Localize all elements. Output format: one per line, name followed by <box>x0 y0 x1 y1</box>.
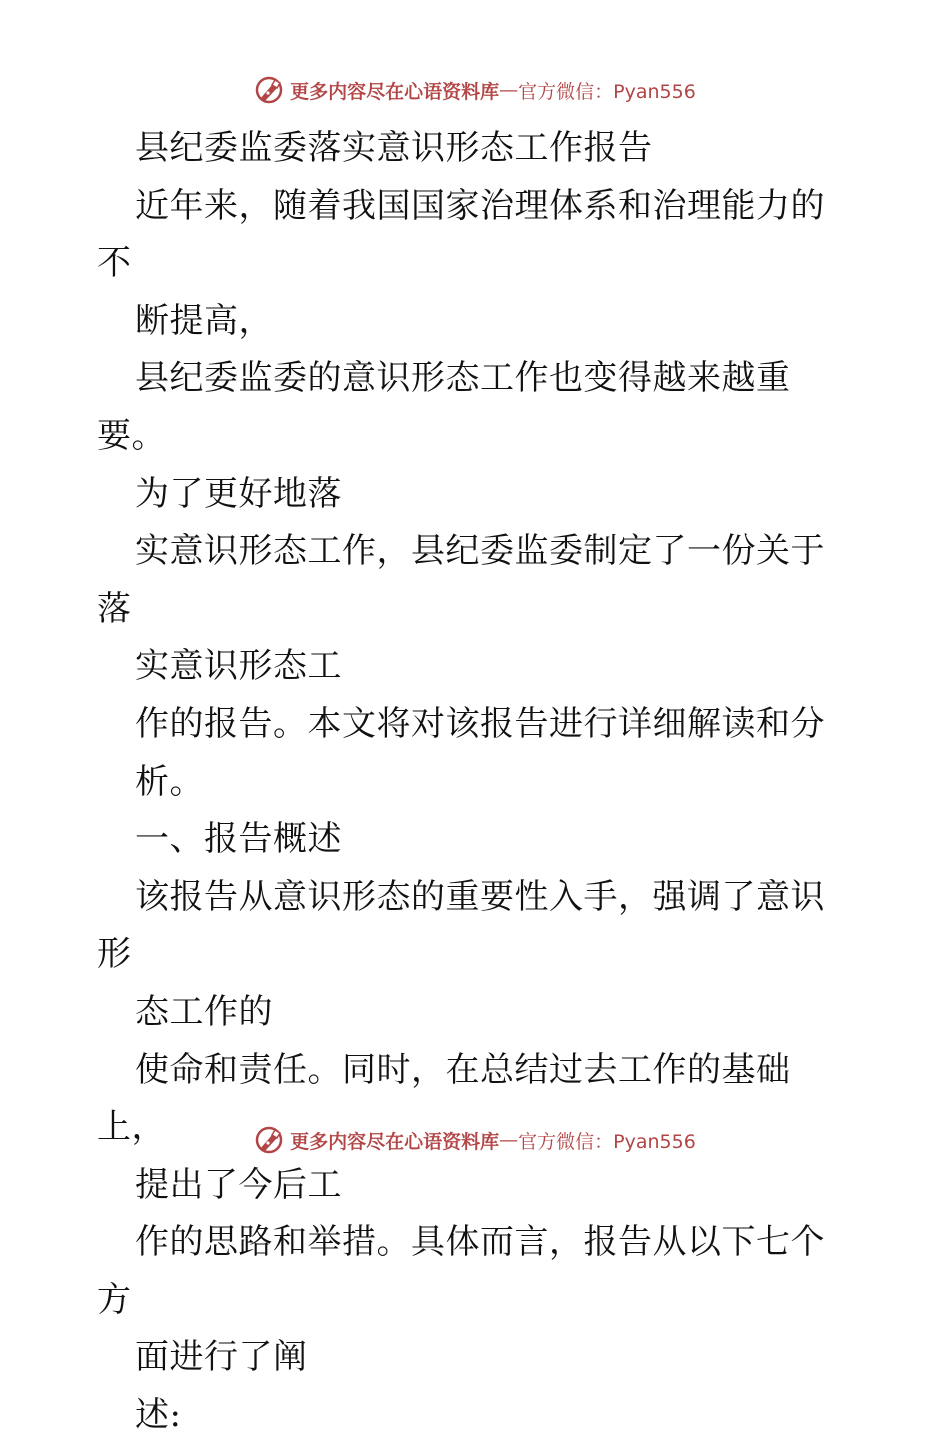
paragraph-line: 作的思路和举措。具体而言，报告从以下七个方 <box>97 1222 825 1320</box>
banner-contact-text: 官方微信：Pyan556 <box>518 80 696 103</box>
banner-dash: — <box>499 79 519 101</box>
paragraph <box>97 869 857 1042</box>
document-body <box>97 120 857 1445</box>
paragraph-line: 述: <box>135 1395 182 1436</box>
paragraph-line: 实意识形态工作，县纪委监委制定了一份关于落 <box>97 531 825 629</box>
paragraph-line: 析。 <box>135 761 204 802</box>
paragraph <box>97 1387 857 1445</box>
paragraph-line: 使命和责任。同时，在总结过去工作的基础上， <box>97 1049 791 1148</box>
paragraph-line: 近年来，随着我国国家治理体系和治理能力的不 <box>97 185 825 284</box>
paragraph <box>97 523 857 696</box>
pen-nib-circle-icon <box>254 75 284 105</box>
paragraph-line: 作的报告。本文将对该报告进行详细解读和分 <box>135 703 825 744</box>
paragraph-line: 为了更好地落 <box>135 473 342 514</box>
document-title: 县纪委监委落实意识形态工作报告 <box>135 128 653 168</box>
banner-lead-text: 更多内容尽在心语资料库 <box>290 80 500 103</box>
paragraph-line: 面进行了阐 <box>135 1337 308 1378</box>
section-heading-text: 一、报告概述 <box>135 819 342 860</box>
pen-nib-circle-icon <box>254 1125 284 1155</box>
header-banner <box>0 70 950 110</box>
paragraph <box>97 350 857 523</box>
banner-lead-text: 更多内容尽在心语资料库 <box>290 1130 500 1153</box>
paragraph-line: 态工作的 <box>135 991 273 1032</box>
paragraph-line: 提出了今后工 <box>135 1164 342 1205</box>
banner-contact-text: 官方微信：Pyan556 <box>518 1130 696 1153</box>
paragraph <box>97 696 857 811</box>
paragraph-line: 断提高， <box>135 300 273 341</box>
paragraph-line: 实意识形态工 <box>135 646 342 687</box>
paragraph <box>97 178 857 351</box>
paragraph-line: 县纪委监委的意识形态工作也变得越来越重要。 <box>97 358 791 456</box>
banner-dash: — <box>499 1129 519 1151</box>
paragraph-line: 该报告从意识形态的重要性入手，强调了意识形 <box>97 876 825 975</box>
footer-banner <box>0 1120 950 1160</box>
paragraph <box>97 1214 857 1387</box>
section-heading <box>97 811 857 869</box>
